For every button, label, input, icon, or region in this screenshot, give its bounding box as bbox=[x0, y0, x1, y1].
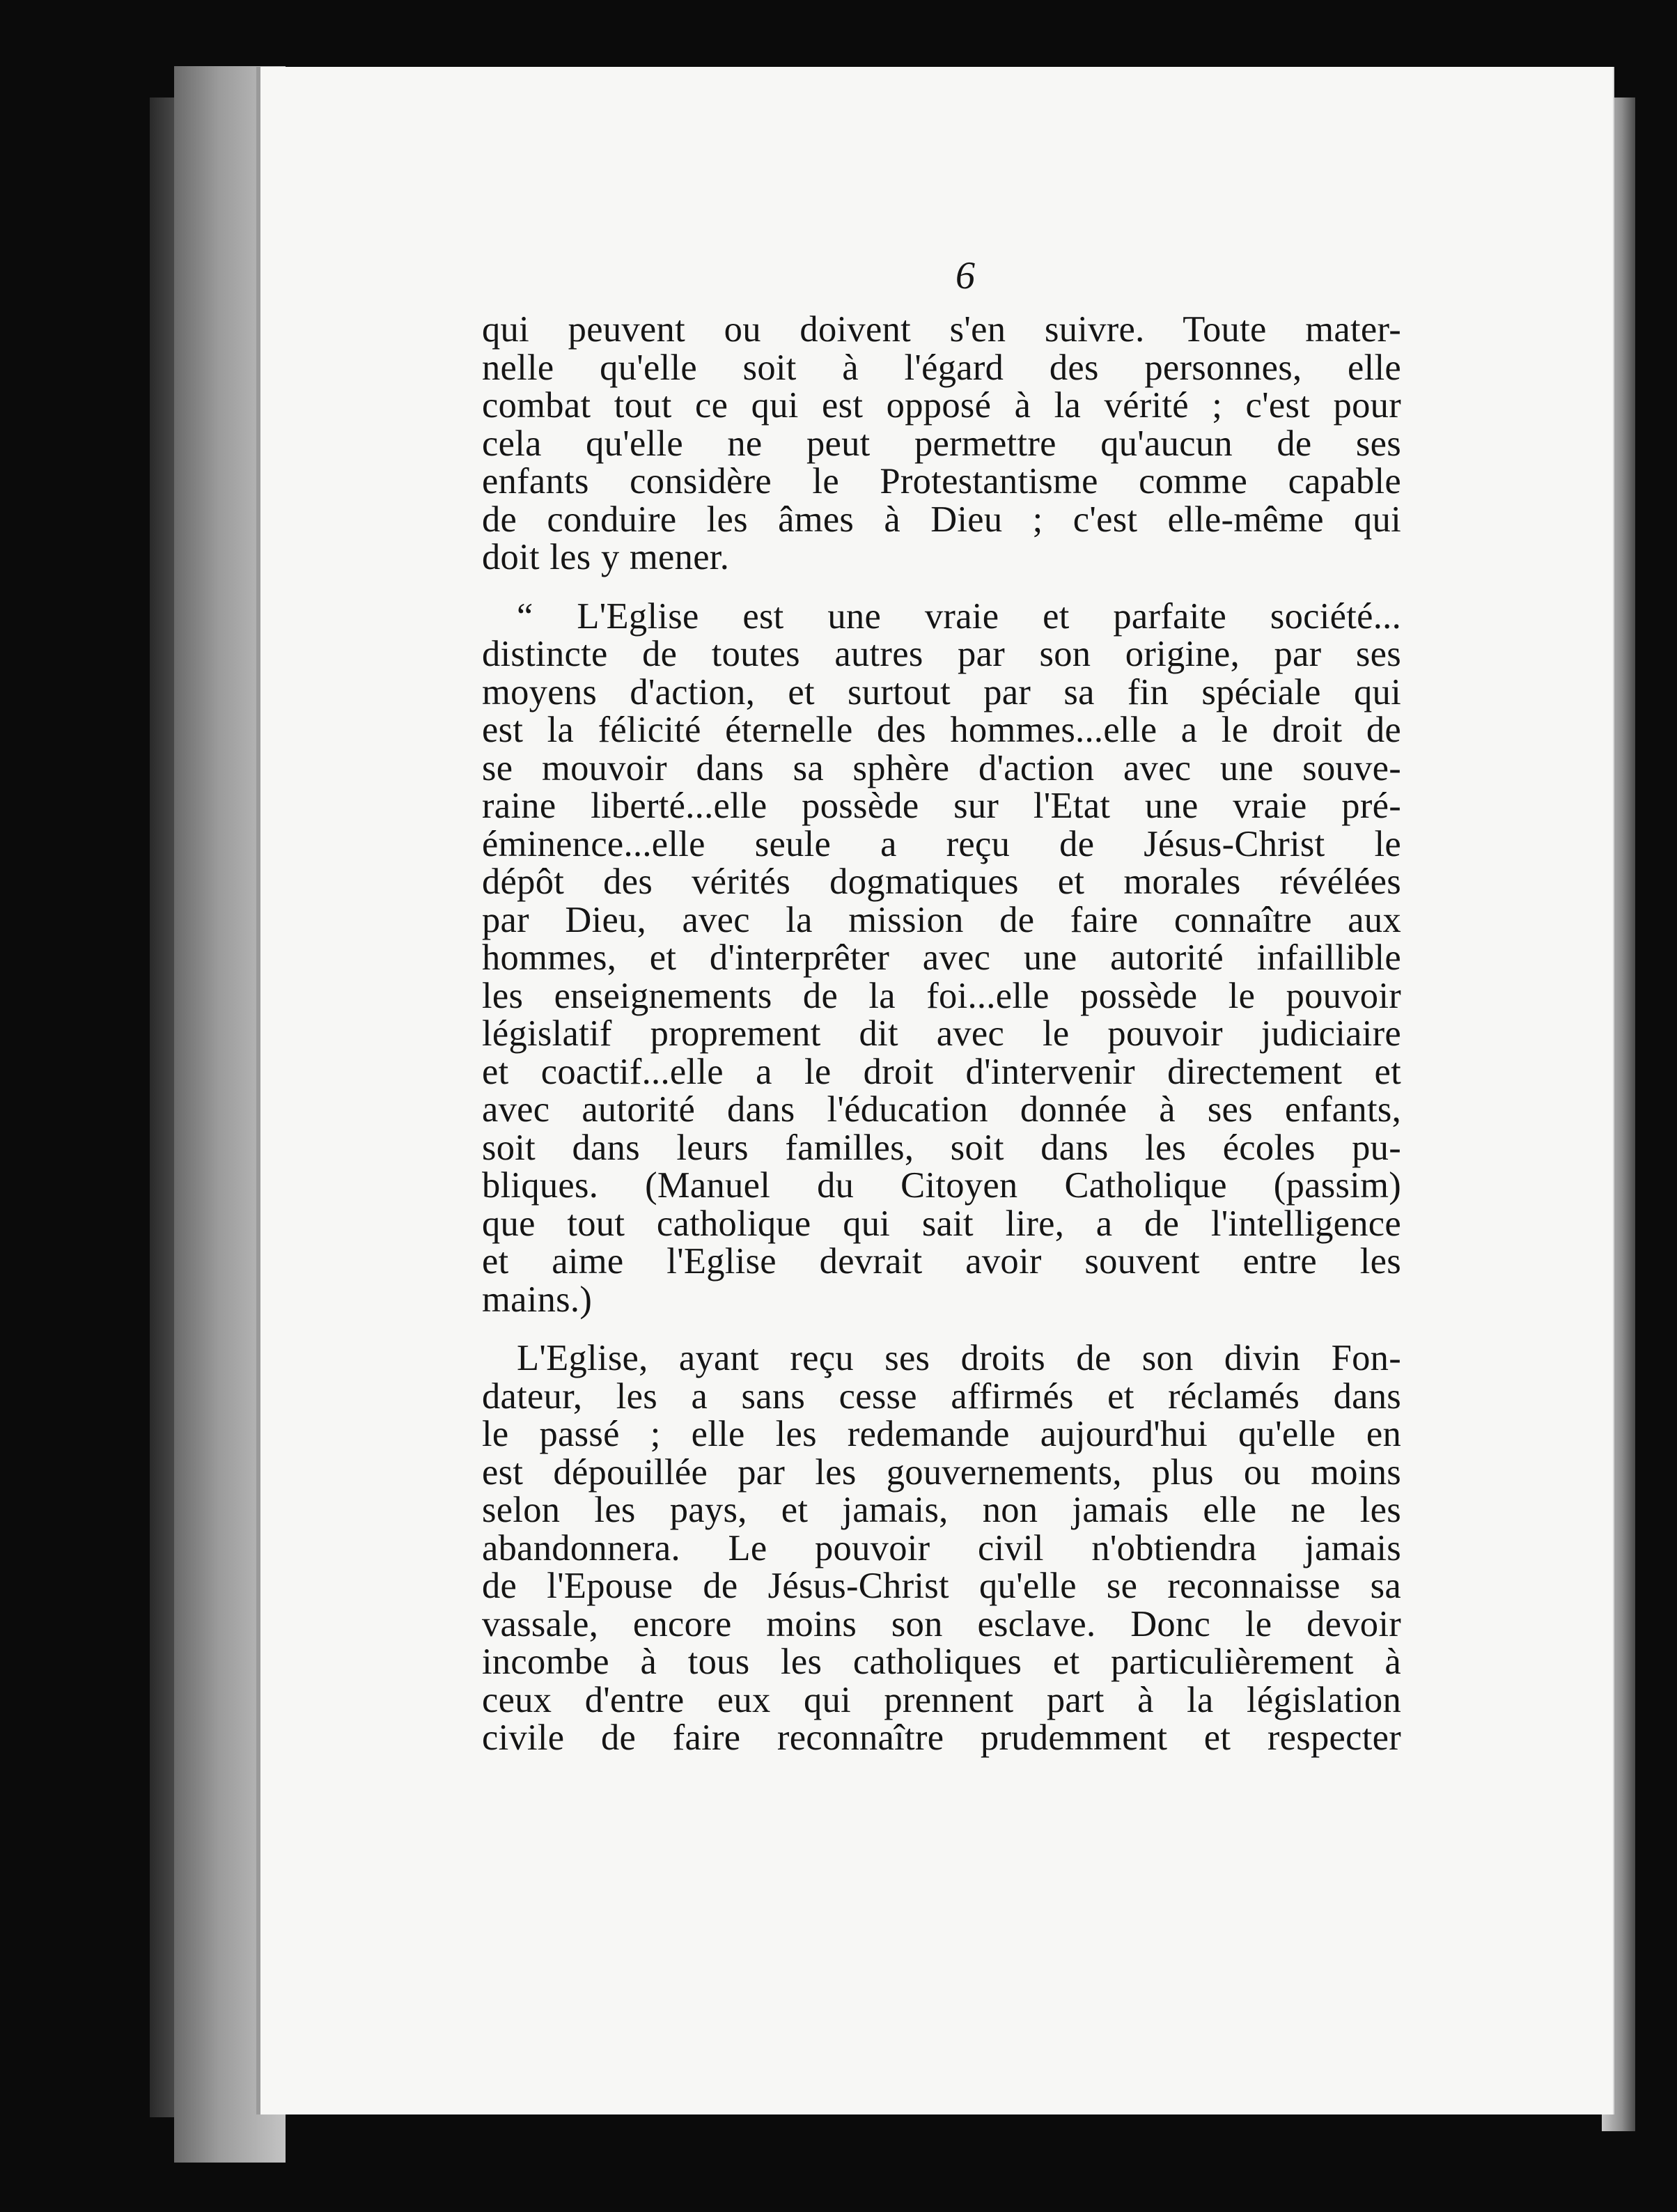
text-line: doit les y mener. bbox=[482, 537, 730, 577]
text-line: combat tout ce qui est opposé à la vérité ; c'est pour bbox=[482, 385, 1401, 426]
text-line: législatif proprement dit avec le pouvoir judiciaire bbox=[482, 1013, 1401, 1054]
paragraph-1 bbox=[482, 311, 1401, 577]
text-line: se mouvoir dans sa sphère d'action avec une souve- bbox=[482, 747, 1401, 788]
paragraph-gap bbox=[482, 577, 1401, 598]
text-line: soit dans leurs familles, soit dans les écoles pu- bbox=[482, 1127, 1401, 1168]
text-line: les enseignements de la foi...elle possède le pouvoir bbox=[482, 975, 1401, 1016]
text-line: hommes, et d'interprêter avec une autorité infaillible bbox=[482, 937, 1401, 978]
paragraph-2-quotation bbox=[482, 595, 1401, 1320]
text-line: distincte de toutes autres par son origine, par ses bbox=[482, 634, 1401, 674]
text-line: qui peuvent ou doivent s'en suivre. Toute mater- bbox=[482, 309, 1401, 350]
paragraph-gap bbox=[482, 1318, 1401, 1339]
text-line: et aime l'Eglise devrait avoir souvent entre les bbox=[482, 1241, 1401, 1282]
text-line: est la félicité éternelle des hommes...elle a le droit de bbox=[482, 710, 1401, 750]
text-line: cela qu'elle ne peut permettre qu'aucun de ses bbox=[482, 423, 1401, 464]
text-line: moyens d'action, et surtout par sa fin spéciale qui bbox=[482, 671, 1401, 712]
book-page bbox=[256, 67, 1613, 2114]
text-line: selon les pays, et jamais, non jamais elle ne les bbox=[482, 1490, 1401, 1530]
text-line: dépôt des vérités dogmatiques et morales révélées bbox=[482, 862, 1401, 902]
text-line: bliques. (Manuel du Citoyen Catholique (passim) bbox=[482, 1165, 1401, 1206]
text-line: par Dieu, avec la mission de faire connaître aux bbox=[482, 899, 1401, 940]
text-line: civile de faire reconnaître prudemment et respecter bbox=[482, 1718, 1401, 1758]
text-line: que tout catholique qui sait lire, a de l'intelligence bbox=[482, 1203, 1401, 1244]
text-line: raine liberté...elle possède sur l'Etat une vraie pré- bbox=[482, 786, 1401, 826]
text-line: abandonnera. Le pouvoir civil n'obtiendra jamais bbox=[482, 1527, 1401, 1568]
text-line: est dépouillée par les gouvernements, plus ou moins bbox=[482, 1451, 1401, 1493]
text-line: de conduire les âmes à Dieu ; c'est elle-même qui bbox=[482, 499, 1401, 540]
text-line: enfants considère le Protestantisme comme capable bbox=[482, 461, 1401, 501]
page-number: 6 bbox=[956, 254, 975, 297]
text-line: éminence...elle seule a reçu de Jésus-Christ le bbox=[482, 823, 1401, 864]
text-line: de l'Epouse de Jésus-Christ qu'elle se reconnaisse sa bbox=[482, 1566, 1401, 1606]
text-line: le passé ; elle les redemande aujourd'hui qu'elle en bbox=[482, 1414, 1401, 1454]
text-line: vassale, encore moins son esclave. Donc le devoir bbox=[482, 1603, 1401, 1644]
text-line: mains.) bbox=[482, 1279, 593, 1320]
text-line: et coactif...elle a le droit d'intervenir directement et bbox=[482, 1051, 1401, 1092]
text-line: nelle qu'elle soit à l'égard des personnes, elle bbox=[482, 347, 1401, 388]
text-line: ceux d'entre eux qui prennent part à la législation bbox=[482, 1679, 1401, 1720]
page-body bbox=[482, 311, 1401, 1757]
text-line: “ L'Eglise est une vraie et parfaite société... bbox=[517, 595, 1401, 637]
paragraph-3 bbox=[482, 1339, 1401, 1757]
text-line: avec autorité dans l'éducation donnée à ses enfants, bbox=[482, 1089, 1401, 1130]
text-line: incombe à tous les catholiques et particulièrement à bbox=[482, 1642, 1401, 1682]
text-line: dateur, les a sans cesse affirmés et réclamés dans bbox=[482, 1376, 1401, 1417]
text-line: L'Eglise, ayant reçu ses droits de son divin Fon- bbox=[517, 1338, 1401, 1378]
